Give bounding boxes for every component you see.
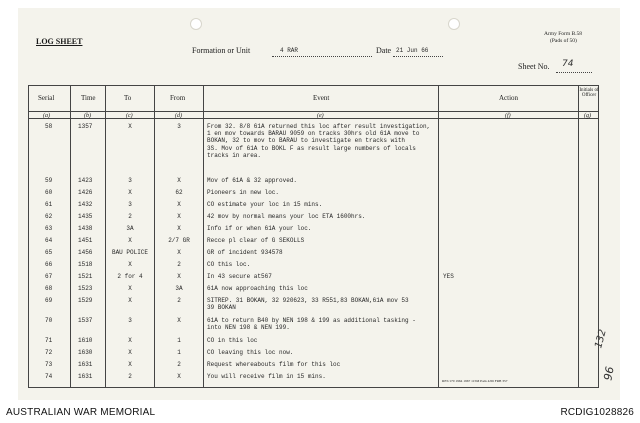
row-time: 1451 [78, 237, 93, 244]
row-from: 3 [177, 123, 181, 130]
row-to: 3 [128, 177, 132, 184]
row-serial: 59 [45, 177, 53, 184]
column-rule [578, 85, 579, 388]
row-serial: 60 [45, 189, 53, 196]
row-from: X [177, 273, 181, 280]
row-event-line: Info if or when 61A your loc. [207, 225, 312, 232]
punch-hole [448, 18, 460, 30]
row-serial: 71 [45, 337, 53, 344]
row-to: X [128, 337, 132, 344]
column-rule [438, 85, 439, 388]
row-serial: 72 [45, 349, 53, 356]
row-from: 1 [177, 337, 181, 344]
row-time: 1631 [78, 373, 93, 380]
row-to: 2 [128, 373, 132, 380]
row-serial: 65 [45, 249, 53, 256]
row-time: 1435 [78, 213, 93, 220]
army-form-number: Army Form B.58 [544, 31, 583, 37]
letter-row-divider [28, 118, 599, 119]
column-title-event: Event [313, 94, 330, 102]
row-from: 3A [175, 285, 183, 292]
date-value: 21 Jun 66 [396, 47, 429, 54]
row-from: X [177, 225, 181, 232]
row-to: 2 for 4 [117, 273, 143, 280]
row-time: 1537 [78, 317, 93, 324]
column-letter: (c) [126, 112, 133, 119]
column-rule [70, 85, 71, 388]
row-event-line: CO leaving this loc now. [207, 349, 294, 356]
formation-label: Formation or Unit [192, 46, 251, 55]
date-underline [393, 56, 443, 57]
row-event-line: CO in this loc [207, 337, 258, 344]
row-event-line: Recce pl clear of G SEKOLLS [207, 237, 305, 244]
row-time: 1529 [78, 297, 93, 304]
row-to: 2 [128, 213, 132, 220]
row-to: X [128, 261, 132, 268]
row-to: 3 [128, 317, 132, 324]
row-event-line: 39 BOKAN [207, 304, 236, 312]
row-event-line: GR of incident 934578 [207, 249, 283, 256]
row-from: X [177, 373, 181, 380]
archive-reference: RCDIG1028826 [560, 407, 634, 418]
row-from: X [177, 213, 181, 220]
row-to: BAU POLICE [111, 249, 148, 256]
formation-underline [272, 56, 372, 57]
row-event-line: You will receive film in 15 mins. [207, 373, 326, 380]
row-to: 3A [126, 225, 134, 232]
corner-handwritten-note: 96 [601, 365, 617, 382]
row-from: X [177, 201, 181, 208]
row-event-line: SITREP. 31 BOKAN, 32 920623, 33 R551,83 BOKAN,61A mov 53 [207, 297, 409, 304]
header-divider [28, 111, 599, 112]
row-time: 1518 [78, 261, 93, 268]
column-letter: (f) [505, 112, 511, 119]
column-title-initials: Initials of Officer [579, 88, 599, 99]
row-event-line: 42 mov by normal means your loc ETA 1600hrs. [207, 213, 366, 220]
row-to: X [128, 123, 132, 130]
row-event-line: CO this loc. [207, 261, 251, 268]
sheet-number-value: 74 [562, 59, 574, 69]
sheet-number-label: Sheet No. [518, 62, 550, 71]
log-sheet-paper [18, 8, 620, 400]
row-event-line: 3S. Mov of 61A to BOKL F as result large numbers of locals [207, 144, 416, 152]
log-sheet-title: LOG SHEET [36, 37, 83, 46]
row-time: 1523 [78, 285, 93, 292]
row-from: X [177, 249, 181, 256]
row-serial: 67 [45, 273, 53, 280]
row-to: X [128, 349, 132, 356]
row-time: 1357 [78, 123, 93, 130]
column-title-from: From [170, 94, 186, 102]
column-rule [105, 85, 106, 388]
row-action: YES [443, 273, 454, 280]
row-event-line: 61A to return B40 by NEN 198 & 199 as additional tasking - [207, 317, 416, 324]
margin-handwritten-note: 132 [593, 328, 609, 350]
column-title-serial: Serial [38, 94, 55, 102]
row-to: X [128, 361, 132, 368]
column-title-time: Time [81, 94, 96, 102]
row-serial: 61 [45, 201, 53, 208]
row-from: 2/7 GR [168, 237, 190, 244]
row-time: 1521 [78, 273, 93, 280]
row-from: X [177, 317, 181, 324]
row-serial: 73 [45, 361, 53, 368]
column-title-action: Action [499, 94, 519, 102]
row-event-line: 61A now approaching this loc [207, 285, 308, 292]
column-letter: (d) [175, 112, 182, 119]
archive-credit: AUSTRALIAN WAR MEMORIAL [6, 407, 156, 418]
row-serial: 68 [45, 285, 53, 292]
row-from: X [177, 177, 181, 184]
row-event-line: Mov of 61A & 32 approved. [207, 177, 298, 184]
row-event-line: BOKAN, 32 to mov to BARAU to investigate en tracks with [207, 137, 406, 145]
row-event-line: tracks in area. [207, 151, 262, 159]
row-from: 1 [177, 349, 181, 356]
row-to: X [128, 297, 132, 304]
row-time: 1631 [78, 361, 93, 368]
row-to: X [128, 285, 132, 292]
row-time: 1610 [78, 337, 93, 344]
column-rule [154, 85, 155, 388]
column-letter: (e) [317, 112, 324, 119]
row-to: X [128, 189, 132, 196]
row-serial: 69 [45, 297, 53, 304]
row-time: 1438 [78, 225, 93, 232]
row-time: 1630 [78, 349, 93, 356]
row-from: 2 [177, 297, 181, 304]
row-serial: 64 [45, 237, 53, 244]
row-event-line: 1 en mov towards BARAU 9059 on tracks 30hrs old 61A move to [207, 130, 420, 138]
row-to: X [128, 237, 132, 244]
print-code: RE5/170 1964 1967 115M Pads 4/66 FRB 357 [442, 379, 508, 383]
row-serial: 74 [45, 373, 53, 380]
row-serial: 62 [45, 213, 53, 220]
row-time: 1432 [78, 201, 93, 208]
row-event-line: From 32. 8/8 61A returned this loc after result investigation, [207, 123, 431, 130]
column-letter: (a) [43, 112, 50, 119]
row-event-line: In 43 secure at567 [207, 273, 272, 280]
row-event-line: CO estimate your loc in 15 mins. [207, 201, 323, 208]
row-time: 1426 [78, 189, 93, 196]
row-to: 3 [128, 201, 132, 208]
column-title-to: To [124, 94, 132, 102]
row-event-line: Request whereabouts film for this loc [207, 361, 341, 368]
row-time: 1423 [78, 177, 93, 184]
column-letter: (g) [584, 112, 591, 119]
row-serial: 66 [45, 261, 53, 268]
column-rule [203, 85, 204, 388]
row-event-line: Pioneers in new loc. [207, 189, 280, 196]
row-serial: 63 [45, 225, 53, 232]
row-event-line: into NEN 198 & NEN 199. [207, 324, 290, 332]
row-from: 2 [177, 361, 181, 368]
row-time: 1456 [78, 249, 93, 256]
punch-hole [190, 18, 202, 30]
row-from: 62 [175, 189, 183, 196]
column-letter: (b) [84, 112, 91, 119]
row-serial: 58 [45, 123, 53, 130]
sheet-underline [556, 72, 592, 73]
formation-value: 4 RAR [280, 47, 299, 54]
date-label: Date [376, 46, 392, 55]
pads-note: (Pads of 50) [550, 38, 577, 44]
row-serial: 70 [45, 317, 53, 324]
row-from: 2 [177, 261, 181, 268]
